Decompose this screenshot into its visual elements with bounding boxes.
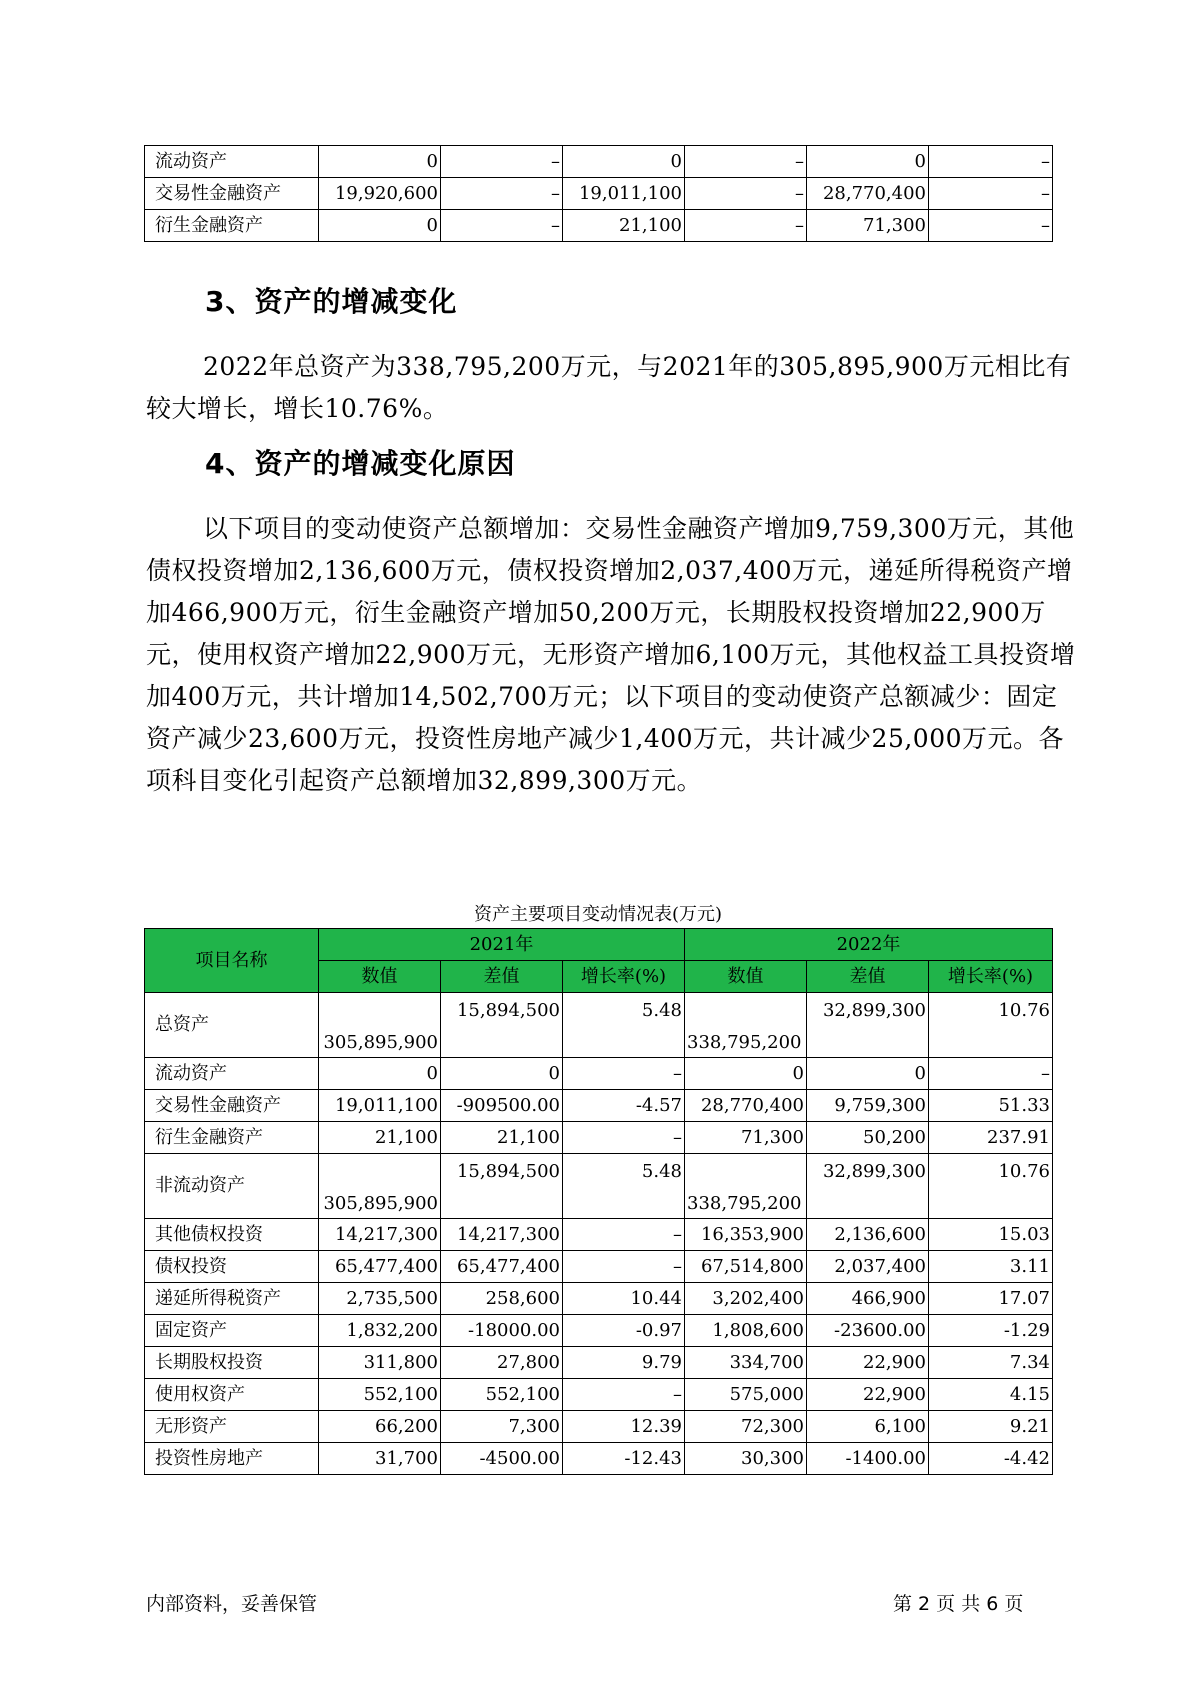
table-row [145,993,1053,1058]
cell-value: 10.76 [929,1154,1053,1219]
header-diff: 差值 [441,961,563,993]
cell-value: – [441,146,563,178]
table-row [145,146,1053,178]
cell-value: 1,808,600 [685,1315,807,1347]
cell-value: 50,200 [807,1122,929,1154]
row-name: 投资性房地产 [145,1443,319,1475]
cell-value: 575,000 [685,1379,807,1411]
row-name: 流动资产 [145,1058,319,1090]
cell-value: – [563,1379,685,1411]
table-row [145,1283,1053,1315]
table-row [145,1058,1053,1090]
header-year-2022: 2022年 [685,929,1053,961]
cell-value: -18000.00 [441,1315,563,1347]
cell-value: 0 [319,1058,441,1090]
cell-value: 10.44 [563,1283,685,1315]
row-name: 流动资产 [145,146,319,178]
row-name: 递延所得税资产 [145,1283,319,1315]
cell-value: -4500.00 [441,1443,563,1475]
cell-value: 15,894,500 [441,1154,563,1219]
cell-value: 2,136,600 [807,1219,929,1251]
header-rate: 增长率(%) [563,961,685,993]
table-header-row [145,929,1053,961]
cell-value: 5.48 [563,1154,685,1219]
table-row [145,1154,1053,1219]
cell-value: -1.29 [929,1315,1053,1347]
table-row [145,1122,1053,1154]
row-name: 债权投资 [145,1251,319,1283]
section-4-paragraph: 以下项目的变动使资产总额增加：交易性金融资产增加9,759,300万元，其他债权投资增加2,136,600万元，债权投资增加2,037,400万元，递延所得税资产增加466,900万元，衍生金融资产增加50,200万元，长期股权投资增加22,900万元，使用权资产增加22,900万元，无形资产增加6,100万元，其他权益工具投资增加400万元，共计增加14,502,700万元；以下项目的变动使资产总额减少：固定资产减少23,600万元，投资性房地产减少1,400万元，共计减少25,000万元。各项科目变化引起资产总额增加32,899,300万元。 [146,514,1076,795]
cell-value: 338,795,200 [685,1154,807,1219]
row-name: 交易性金融资产 [145,1090,319,1122]
cell-value: 552,100 [441,1379,563,1411]
cell-value: 28,770,400 [807,178,929,210]
cell-value: 0 [441,1058,563,1090]
cell-value: 71,300 [685,1122,807,1154]
cell-value: -23600.00 [807,1315,929,1347]
table-row [145,1090,1053,1122]
cell-value: 19,011,100 [563,178,685,210]
cell-value: 311,800 [319,1347,441,1379]
cell-value: -12.43 [563,1443,685,1475]
cell-value: – [563,1251,685,1283]
cell-value: 305,895,900 [319,993,441,1058]
cell-value: 0 [685,1058,807,1090]
cell-value: 22,900 [807,1379,929,1411]
cell-value: -909500.00 [441,1090,563,1122]
header-value: 数值 [319,961,441,993]
cell-value: 0 [563,146,685,178]
cell-value: 65,477,400 [319,1251,441,1283]
cell-value: – [563,1058,685,1090]
cell-value: – [929,1058,1053,1090]
cell-value: -4.42 [929,1443,1053,1475]
cell-value: 4.15 [929,1379,1053,1411]
cell-value: 9,759,300 [807,1090,929,1122]
cell-value: 19,011,100 [319,1090,441,1122]
table-row [145,1411,1053,1443]
cell-value: -4.57 [563,1090,685,1122]
row-name: 使用权资产 [145,1379,319,1411]
cell-value: 65,477,400 [441,1251,563,1283]
table-row [145,178,1053,210]
table-row [145,1219,1053,1251]
cell-value: 2,037,400 [807,1251,929,1283]
cell-value: – [563,1122,685,1154]
cell-value: 12.39 [563,1411,685,1443]
cell-value: 9.21 [929,1411,1053,1443]
cell-value: – [685,146,807,178]
cell-value: – [441,178,563,210]
cell-value: 258,600 [441,1283,563,1315]
section-3-paragraph: 2022年总资产为338,795,200万元，与2021年的305,895,900万元相比有较大增长，增长10.76%。 [146,352,1072,423]
cell-value: 51.33 [929,1090,1053,1122]
cell-value: 0 [807,146,929,178]
cell-value: – [929,178,1053,210]
row-name: 其他债权投资 [145,1219,319,1251]
cell-value: 5.48 [563,993,685,1058]
cell-value: – [563,1219,685,1251]
cell-value: 3.11 [929,1251,1053,1283]
top-asset-table [144,145,1053,242]
cell-value: 14,217,300 [441,1219,563,1251]
section-3-heading: 3、资产的增减变化 [205,285,458,318]
cell-value: 1,832,200 [319,1315,441,1347]
cell-value: 0 [319,146,441,178]
cell-value: 7.34 [929,1347,1053,1379]
cell-value: – [685,210,807,242]
cell-value: 14,217,300 [319,1219,441,1251]
header-item-name: 项目名称 [145,929,319,993]
cell-value: 31,700 [319,1443,441,1475]
cell-value: 0 [319,210,441,242]
cell-value: 32,899,300 [807,1154,929,1219]
cell-value: – [929,210,1053,242]
cell-value: 15.03 [929,1219,1053,1251]
cell-value: – [929,146,1053,178]
header-value: 数值 [685,961,807,993]
cell-value: 334,700 [685,1347,807,1379]
header-rate: 增长率(%) [929,961,1053,993]
section-4-heading: 4、资产的增减变化原因 [205,447,516,480]
cell-value: 466,900 [807,1283,929,1315]
row-name: 无形资产 [145,1411,319,1443]
cell-value: 17.07 [929,1283,1053,1315]
cell-value: 21,100 [319,1122,441,1154]
footer-page-number: 第 2 页 共 6 页 [893,1593,1024,1615]
cell-value: 30,300 [685,1443,807,1475]
table-row [145,1443,1053,1475]
cell-value: 552,100 [319,1379,441,1411]
cell-value: 21,100 [441,1122,563,1154]
asset-change-table [144,928,1053,1475]
cell-value: 6,100 [807,1411,929,1443]
table-row [145,1379,1053,1411]
row-name: 衍生金融资产 [145,1122,319,1154]
cell-value: 22,900 [807,1347,929,1379]
table-row [145,210,1053,242]
row-name: 衍生金融资产 [145,210,319,242]
header-year-2021: 2021年 [319,929,685,961]
cell-value: 27,800 [441,1347,563,1379]
row-name: 固定资产 [145,1315,319,1347]
cell-value: – [441,210,563,242]
header-diff: 差值 [807,961,929,993]
cell-value: 305,895,900 [319,1154,441,1219]
cell-value: 67,514,800 [685,1251,807,1283]
cell-value: -0.97 [563,1315,685,1347]
cell-value: 19,920,600 [319,178,441,210]
row-name: 非流动资产 [145,1154,319,1219]
row-name: 长期股权投资 [145,1347,319,1379]
cell-value: 2,735,500 [319,1283,441,1315]
cell-value: 71,300 [807,210,929,242]
cell-value: 9.79 [563,1347,685,1379]
cell-value: 10.76 [929,993,1053,1058]
footer-confidential-note: 内部资料，妥善保管 [146,1593,318,1615]
cell-value: 7,300 [441,1411,563,1443]
cell-value: 66,200 [319,1411,441,1443]
cell-value: 16,353,900 [685,1219,807,1251]
cell-value: 72,300 [685,1411,807,1443]
cell-value: 21,100 [563,210,685,242]
table-row [145,1251,1053,1283]
cell-value: -1400.00 [807,1443,929,1475]
cell-value: 0 [807,1058,929,1090]
cell-value: 338,795,200 [685,993,807,1058]
table-row [145,1315,1053,1347]
cell-value: 237.91 [929,1122,1053,1154]
table-row [145,1347,1053,1379]
cell-value: 15,894,500 [441,993,563,1058]
row-name: 总资产 [145,993,319,1058]
table-caption: 资产主要项目变动情况表(万元) [473,904,723,925]
cell-value: – [685,178,807,210]
row-name: 交易性金融资产 [145,178,319,210]
cell-value: 28,770,400 [685,1090,807,1122]
cell-value: 3,202,400 [685,1283,807,1315]
cell-value: 32,899,300 [807,993,929,1058]
